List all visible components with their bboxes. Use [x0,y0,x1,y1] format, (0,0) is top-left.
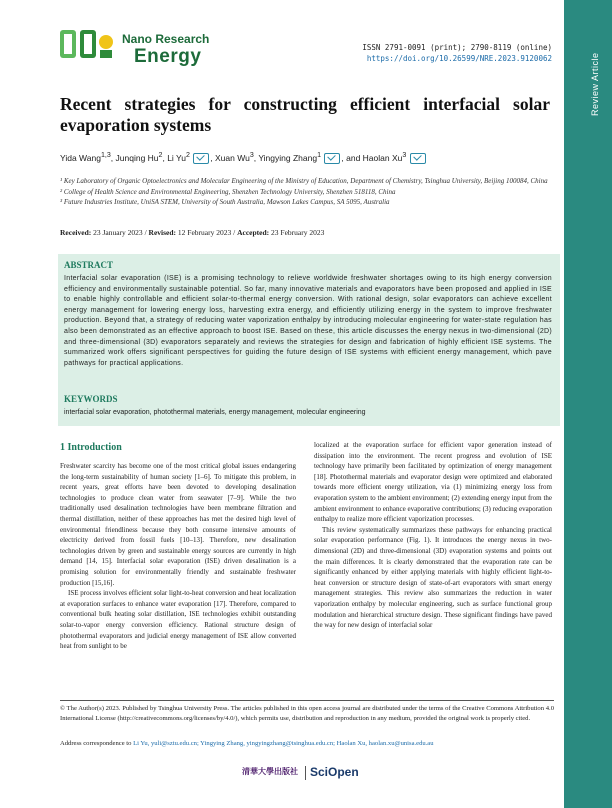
revised-label: Revised: [148,228,177,237]
paragraph: localized at the evaporation surface for efficient vapor generation instead of dissipation into the environment. The recent progress and evolution of ISE technology have primarily been facilitated by optimization of energy management [18]. Photothermal materials and evaporator design were optimized and elaborated towards more efficient energy utilization, via (1) minimizing energy loss from evaporation system to the ambient environment; (2) extending energy input from the ambient environment to enhance evaporative contributions; (3) reducing evaporation enthalpy to realize more efficient vaporization processes. [314,441,552,524]
revised-date: 12 February 2023 [177,228,232,237]
author-affil: 3 [249,151,254,159]
email-icon[interactable] [193,153,209,164]
body-column-right [314,440,552,631]
author-affil: 1,3 [100,151,111,159]
paragraph: This review systematically summarizes these pathways for enhancing practical solar evaporation performance (Fig. 1). It introduces the energy nexus in two-dimensional (2D) and three-dimensional (3D) evaporation systems and points out the main differences. It is clearly demonstrated that the evaporation rate can be significantly enhanced by either applying materials with highly efficient light-to-heat conversion or structure design of state-of-art evaporators with smart energy management strategies. This review also summarizes the reduction in water vaporization enthalpy by molecular engineering, such as surface functional group modulation and hierarchical structure design. These significant findings have paved the way for new design of interfacial solar [314,525,552,630]
keywords-text: interfacial solar evaporation, photothermal materials, energy management, molecular engineering [64,409,366,416]
abstract-heading: ABSTRACT [64,260,114,270]
logo-title-line1: Nano Research [122,32,210,46]
journal-identifiers [362,42,552,64]
author-list [60,151,560,164]
abstract-text: Interfacial solar evaporation (ISE) is a promising technology to relieve worldwide freshwater shortages owing to its high energy conversion efficiency and environmentally sustainable potential. So far, many innovative materials and evaporators have been proposed and applied in ISE to enable highly controllable and efficient solar-to-thermal energy conversion. With rational design, solar evaporators can achieve excellent energy management for lowering energy loss, harvesting extra energy, and efficiently utilizing energy in the system to improve freshwater production. Beyond that, a strategy of reducing water vaporization enthalpy by introducing molecular engineering for water-state regulation has also been demonstrated as an effective approach to boost ISE. Based on these, this article discusses the energy nexus in two-dimensional (2D) and three-dimensional (3D) evaporators separately and reviews the strategies for design and fabrication of highly efficient ISE systems. The summarized work offers significant perspectives for guiding the future design of ISE systems with efficient energy management, which pave pathways for practical applications. [64,275,552,367]
author-affil: 2 [185,151,190,159]
received-label: Received: [60,228,92,237]
paragraph: Freshwater scarcity has become one of the most critical global issues endangering the long-term sustainability of human society [1–6]. To mitigate this problem, in recent years, great efforts have been devoted to developing desalination technologies to produce clean water from seawater [7–9]. While the two traditionally used desalination technologies have been membrane filtration and thermal distillation, neither of these approaches has met the desired high level of environmental friendliness because they both consume intensive amounts of electricity derived from fossil fuels [10–13]. Therefore, new desalination technologies driven by green and sustainable energy sources are currently in high demand [14, 15]. Interfacial solar evaporation (ISE) driven desalination is a promising solution for environmentally friendly and sustainable freshwater production [15,16]. [60,462,296,587]
email-icon[interactable] [410,153,426,164]
author-affil: 3 [402,151,407,159]
logo-divider [305,766,306,780]
author-name: Yida Wang [60,152,101,163]
affiliation-1: ¹ Key Laboratory of Organic Optoelectronics and Molecular Engineering of the Ministry of Education, Department of Chemistry, Tsinghua University, Beijing 100084, China [60,177,548,185]
author-name: , Yingying Zhang [253,152,318,163]
license-notice: © The Author(s) 2023. Published by Tsinghua University Press. The articles published in this open access journal are distributed under the terms of the Creative Commons Attribution 4.0 International License (http://creativecommons.org/licenses/by/4.0/), which permits use, distribution and reproduction in any medium, provided the original work is properly cited. [60,705,554,722]
affiliation-3: ³ Future Industries Institute, UniSA STEM, University of South Australia, Mawson Lakes Campus, SA 5095, Australia [60,198,390,206]
address-label: Address correspondence to [60,740,134,747]
tsinghua-press-logo: 清華大學出版社 [242,766,298,776]
author-name: , Junqing Hu [110,152,159,163]
correspondence-emails[interactable]: Li Yu, yuli@sztu.edu.cn; Yingying Zhang, yingyingzhang@tsinghua.edu.cn; Haolan Xu, haolan.xu@unisa.edu.au [133,740,434,747]
issn: ISSN 2791-0091 (print); 2790-8119 (online) [362,43,552,52]
author-affil: 1 [317,151,322,159]
accepted-date: 23 February 2023 [271,228,325,237]
doi-link[interactable]: https://doi.org/10.26599/NRE.2023.9120062 [366,54,552,63]
journal-logo [58,24,218,68]
affiliation-2: ² College of Health Science and Environmental Engineering, Shenzhen Technology University, Shenzhen 518118, China [60,187,396,196]
paragraph: ISE process involves efficient solar light-to-heat conversion and heat localization at evaporation surfaces to enhance water evaporation [17]. Therefore, compared to conventional bulk heating solar distillation, ISE technologies exhibit outstanding solar-to-vapor energy conversion efficiency. Rational structure design of photothermal evaporators and judicial energy management of ISE allow converted heat from sunlight to be [60,589,296,651]
footer-divider [60,700,554,701]
abstract-box [58,254,560,426]
logo-title-line2: Energy [134,46,202,67]
publisher-logos [242,764,362,784]
sciopen-logo: SciOpen [310,765,359,779]
keywords-heading: KEYWORDS [64,394,118,404]
article-type-sidebar [564,0,612,808]
affiliations [60,176,560,208]
article-title: Recent strategies for constructing efficient interfacial solar evaporation systems [60,94,550,135]
body-column-left [60,461,296,652]
section-heading: 1 Introduction [60,442,122,453]
email-icon[interactable] [324,153,340,164]
correspondence-address [60,740,554,747]
author-name: , and Haolan Xu [341,152,403,163]
author-name: , Li Yu [162,152,186,163]
accepted-label: Accepted: [237,228,270,237]
author-affil: 2 [158,151,163,159]
article-dates: Received: 23 January 2023 / Revised: 12 February 2023 / Accepted: 23 February 2023 [60,228,325,237]
author-name: , Xuan Wu [210,152,250,163]
nano-research-energy-logo-icon [58,24,116,64]
received-date: 23 January 2023 [93,228,143,237]
article-type-label: Review Article [590,52,600,116]
